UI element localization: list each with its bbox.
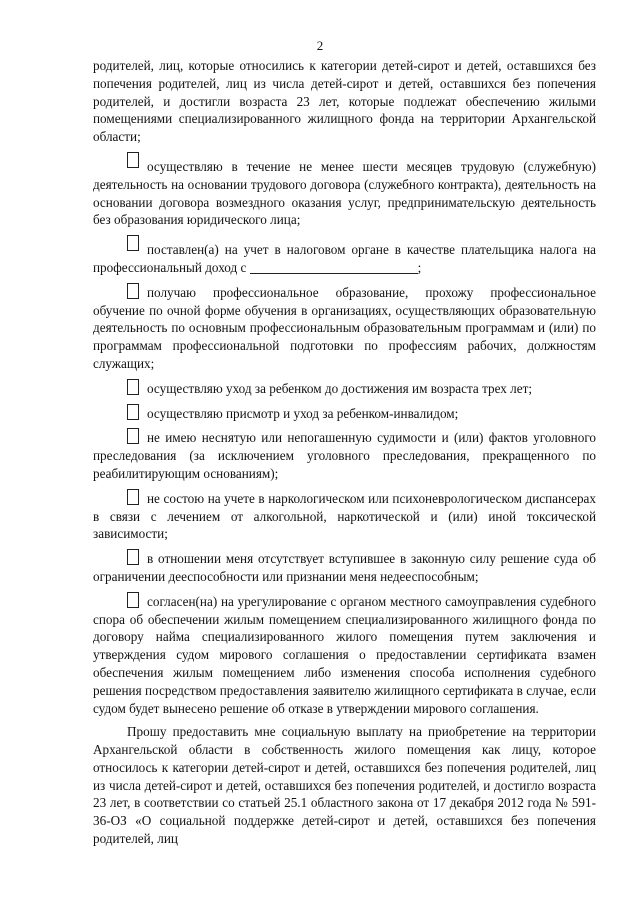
checkbox[interactable]	[127, 592, 139, 608]
list-item	[93, 404, 596, 423]
list-item	[93, 235, 596, 277]
list-item-suffix: ;	[417, 259, 422, 275]
list-item	[93, 152, 596, 229]
document-body	[93, 57, 596, 848]
list-item-text: согласен(на) на урегулирование с органом местного самоуправления судебного спора об обеспечении жилым помещением специализированного жилищного фонда по договору найма специализированного жилого помещения путем заключения и утверждения судом мирового соглашения о предоставлении сертификата взамен обеспечения жилым помещением либо изменения способа исполнения судебного решения посредством предоставления заявителю жилищного сертификата в случае, если судом будет вынесено решение об отказе в утверждении мирового соглашения.	[93, 593, 596, 716]
list-item	[93, 592, 596, 718]
date-input-line[interactable]	[250, 261, 418, 274]
list-item	[93, 549, 596, 586]
list-item	[93, 379, 596, 398]
checkbox[interactable]	[127, 489, 139, 505]
list-item-text: поставлен(а) на учет в налоговом органе в качестве плательщика налога на профессиональный доход с	[93, 242, 596, 275]
list-item-text: в отношении меня отсутствует вступившее в законную силу решение суда об ограничении дееспособности или признании меня недееспособным;	[93, 551, 596, 584]
intro-paragraph: родителей, лиц, которые относились к категории детей-сирот и детей, оставшихся без попечения родителей, лиц из числа детей-сирот и детей, оставшихся без попечения родителей, и достигли возраста 23 лет, которые подлежат обеспечению жилыми помещениями специализированного жилищного фонда на территории Архангельской области;	[93, 58, 596, 145]
checkbox[interactable]	[127, 283, 139, 299]
checkbox[interactable]	[127, 235, 139, 251]
checkbox[interactable]	[127, 379, 139, 395]
list-item-text: не состою на учете в наркологическом или психоневрологическом диспансерах в связи с лечением от алкогольной, наркотической и (или) иной токсической зависимости;	[93, 490, 596, 542]
checkbox[interactable]	[127, 404, 139, 420]
page-number: 2	[316, 38, 324, 53]
list-item-text: не имею неснятую или непогашенную судимости и (или) фактов уголовного преследования (за исключением уголовного преследования, прекращенного по реабилитирующим основаниям);	[93, 430, 596, 481]
checkbox[interactable]	[127, 549, 139, 565]
checkbox[interactable]	[127, 152, 139, 168]
list-item	[93, 489, 596, 543]
list-item-text: осуществляю уход за ребенком до достижения им возраста трех лет;	[147, 380, 533, 396]
checkbox[interactable]	[127, 428, 139, 444]
list-item	[93, 428, 596, 482]
list-item-text: получаю профессиональное образование, прохожу профессиональное обучение по очной форме обучения в организациях, осуществляющих образовательную деятельность по основным профессиональным образовательным программам и (или) по программам профессиональной подготовки по профессиям рабочих, должностям служащих;	[93, 284, 596, 371]
list-item-text: осуществляю в течение не менее шести месяцев трудовую (служебную) деятельность на основании трудового договора (служебного контракта), деятельность на основании договора возмездного оказания услуг, предпринимательскую деятельность без образования юридического лица;	[93, 158, 596, 228]
list-item	[93, 283, 596, 373]
request-paragraph: Прошу предоставить мне социальную выплату на приобретение на территории Архангельской области в собственность жилого помещения как лицу, которое относилось к категории детей-сирот и детей, оставшихся без попечения родителей, лиц из числа детей-сирот и детей, оставшихся без попечения родителей, и достигло возраста 23 лет, в соответствии со статьей 25.1 областного закона от 17 декабря 2012 года № 591-36-ОЗ «О социальной поддержке детей-сирот и детей, оставшихся без попечения родителей, лиц	[93, 724, 596, 847]
list-item-text: осуществляю присмотр и уход за ребенком-инвалидом;	[147, 405, 459, 421]
